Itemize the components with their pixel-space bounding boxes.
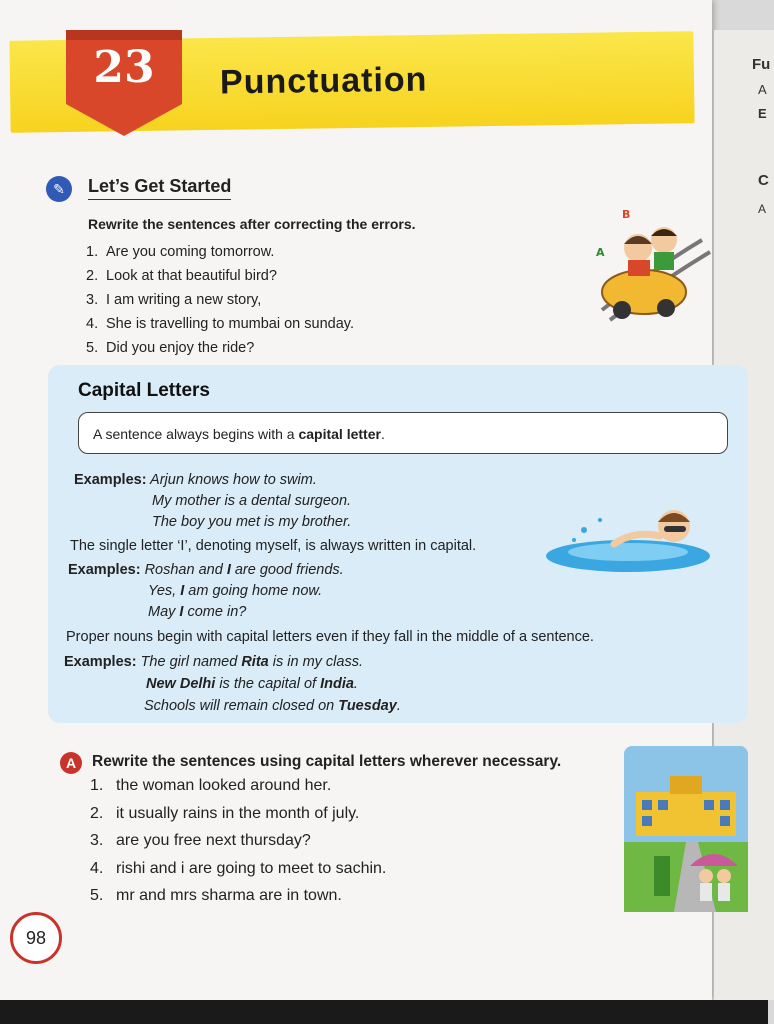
list-item: 1. Are you coming tomorrow. xyxy=(86,244,275,260)
example-line: Examples: Roshan and I are good friends. xyxy=(68,562,344,578)
section-heading: Let’s Get Started xyxy=(88,176,231,200)
section-heading: Capital Letters xyxy=(78,380,210,401)
example-line: Schools will remain closed on Tuesday. xyxy=(144,698,401,714)
svg-text:A: A xyxy=(596,246,605,259)
next-page-letter: C xyxy=(758,172,769,189)
instruction: Rewrite the sentences after correcting the errors. xyxy=(88,216,416,232)
rule-note: The single letter ‘I’, denoting myself, is always written in capital. xyxy=(70,538,477,554)
rule-text: A sentence always begins with a capital letter. xyxy=(93,426,385,442)
roller-coaster-illustration xyxy=(582,200,722,340)
example-line: My mother is a dental surgeon. xyxy=(152,493,352,509)
page-number: 98 xyxy=(10,912,62,964)
next-page-letter: E xyxy=(758,106,767,121)
example-line: May I come in? xyxy=(148,604,247,620)
next-page-letter: Fu xyxy=(752,56,771,73)
list-item: 1. the woman looked around her. xyxy=(90,777,332,794)
example-line: The boy you met is my brother. xyxy=(152,514,352,530)
example-line: Yes, I am going home now. xyxy=(148,583,323,599)
list-item: 4. She is travelling to mumbai on sunday. xyxy=(86,316,354,332)
chapter-number: 23 xyxy=(93,42,155,93)
example-line: Examples: Arjun knows how to swim. xyxy=(74,472,317,488)
list-item: 4. rishi and i are going to meet to sachin. xyxy=(90,859,387,877)
school-rain-illustration xyxy=(624,746,748,912)
exercise-list xyxy=(90,777,386,915)
next-page-letter: A xyxy=(758,82,767,97)
starter-list xyxy=(86,244,354,364)
example-line: Examples: The girl named Rita is in my class. xyxy=(64,654,363,670)
exercise-badge: A xyxy=(60,752,82,774)
next-page-letter: A xyxy=(758,202,767,216)
chapter-title: Punctuation xyxy=(219,60,428,102)
example-line: New Delhi is the capital of India. xyxy=(146,676,358,692)
list-item: 2. Look at that beautiful bird? xyxy=(86,268,277,284)
list-item: 3. I am writing a new story, xyxy=(86,292,262,308)
svg-text:B: B xyxy=(622,208,631,221)
list-item: 5. mr and mrs sharma are in town. xyxy=(90,887,342,904)
rule-note: Proper nouns begin with capital letters even if they fall in the middle of a sentence. xyxy=(66,629,594,645)
exercise-instruction: Rewrite the sentences using capital letters wherever necessary. xyxy=(92,753,562,770)
pencil-icon: ✎ xyxy=(46,176,72,202)
list-item: 5. Did you enjoy the ride? xyxy=(86,340,255,356)
list-item: 2. it usually rains in the month of july. xyxy=(90,804,360,822)
swimmer-illustration xyxy=(544,500,712,576)
desk-background xyxy=(0,1000,768,1024)
list-item: 3. are you free next thursday? xyxy=(90,832,311,849)
